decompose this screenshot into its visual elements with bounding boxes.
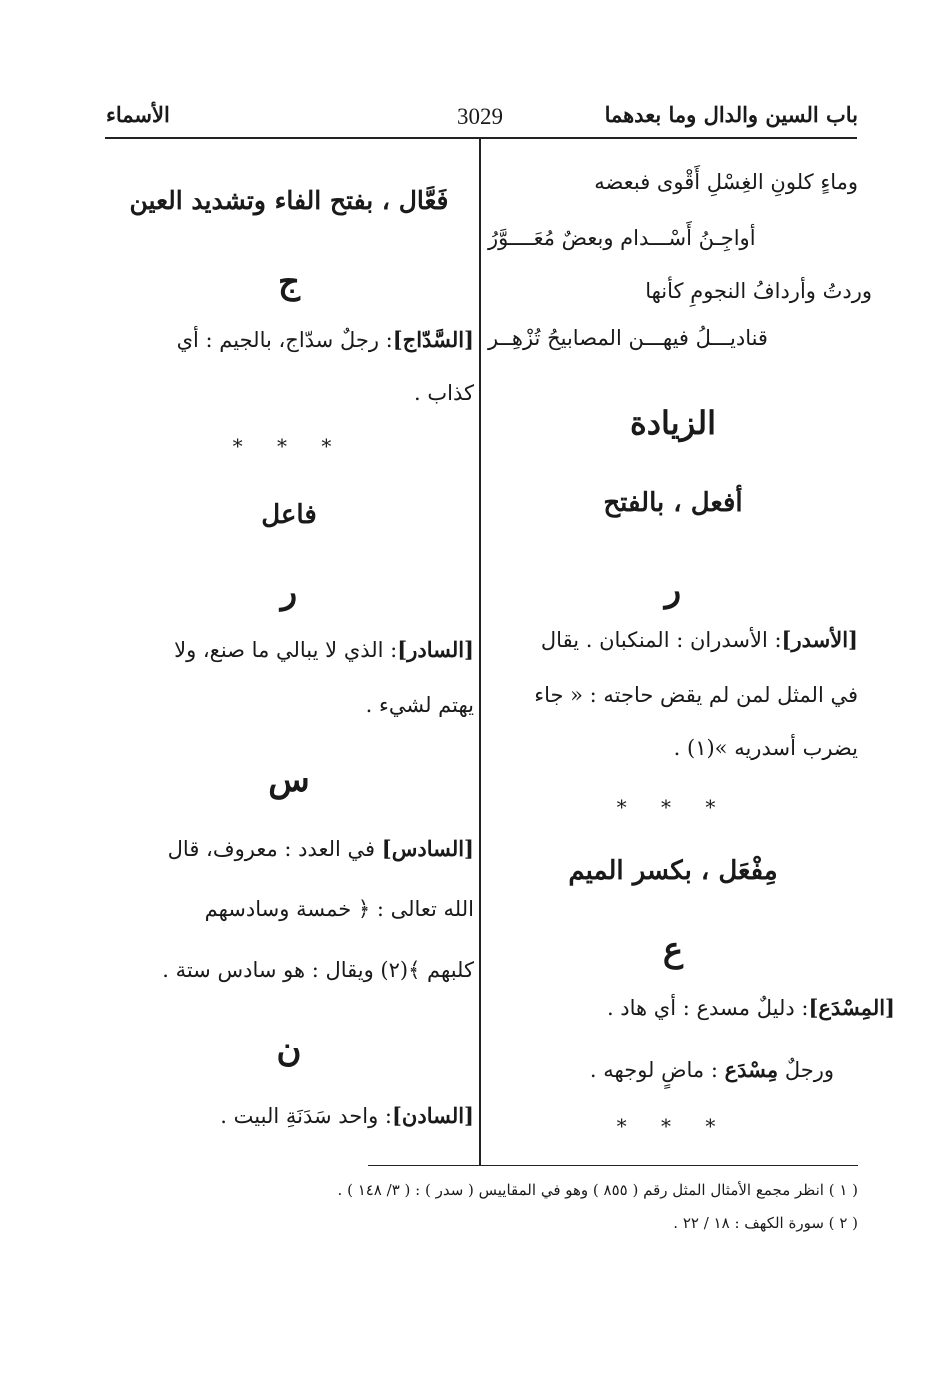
pattern-heading: فاعل [261,500,317,530]
entry-line [104,327,474,353]
pattern-heading: أفعل ، بالفتح [603,488,743,518]
header-rule [105,137,857,139]
letter-heading: ر [280,572,298,612]
pattern-heading: فَعَّال ، بفتح الفاء وتشديد العين [129,186,449,215]
entry-text: : رجلٌ سدّاج، بالجيم : أي [176,328,393,352]
section-title: الزيادة [630,404,716,442]
footnote-2: ( ٢ ) سورة الكهف : ١٨ / ٢٢ . [673,1214,858,1232]
entry-line [104,1103,474,1129]
letter-heading: ج [278,262,300,302]
entry-term: [السَّدّاج] [392,327,474,352]
entry-text: : ماضٍ لوجهه . [589,1058,718,1082]
section-separator: * * * [616,795,730,819]
entry-line [104,637,474,663]
letter-heading: ع [662,930,684,970]
pattern-heading: مِفْعَل ، بكسر الميم [568,856,778,886]
entry-text: في العدد : معروف، قال [167,837,382,861]
poem-line-2: أواجِـنُ أَسْـــدام وبعضٌ مُعَــــوَّرُ [488,226,756,250]
page-number: 3029 [457,104,503,129]
poem-line-1: وماءٍ كلونِ الغِسْلِ أَقْوى فبعضه [594,170,858,194]
letter-heading: ن [276,1030,302,1070]
entry-term: [السادن] [391,1103,474,1128]
entry-line: في المثل لمن لم يقض حاجته : « جاء [534,683,858,707]
entry-text: ورجلٌ [784,1058,834,1082]
entry-line [464,1057,834,1083]
section-separator: * * * [616,1114,730,1138]
running-head-right: باب السين والدال وما بعدهما [604,102,858,127]
entry-line: يهتم لشيء . [365,693,474,717]
entry-term: [الأسدر] [781,627,858,652]
entry-text: : الأسدران : المنكبان . يقال [540,628,782,652]
entry-line: كلبهم ﴾(٢) ويقال : هو سادس ستة . [162,958,474,982]
entry-line: يضرب أسدريه »(١) . [673,736,858,760]
letter-heading: س [268,760,310,800]
entry-term: [المِسْدَع] [808,995,895,1020]
entry-term: [السادر] [397,637,474,662]
poem-line-3: وردتُ وأردافُ النجومِ كأنها [645,279,872,303]
entry-line: الله تعالى : ﴿ خمسة وسادسهم [204,897,474,921]
entry-line [525,995,895,1021]
footnote-1: ( ١ ) انظر مجمع الأمثال المثل رقم ( ٨٥٥ ) وهو في المقاييس ( سدر ) : ( ٣/ ١٤٨ ) . [337,1181,858,1199]
entry-line [104,836,474,862]
footnote-rule [368,1165,858,1166]
entry-text: : دليلٌ مسدع : أي هاد . [606,996,809,1020]
entry-term: مِسْدَع [724,1057,779,1082]
running-head-left: الأسماء [106,102,170,127]
section-separator: * * * [232,434,346,458]
entry-line [488,627,858,653]
entry-text: : الذي لا يبالي ما صنع، ولا [174,638,398,662]
entry-line: كذاب . [414,381,474,405]
entry-term: [السادس] [381,836,474,861]
letter-heading: ر [664,570,682,610]
column-divider [479,139,481,1166]
poem-line-4: قناديـــلُ فيهـــن المصابيحُ تُزْهِــر [488,326,768,350]
entry-text: : واحد سَدَنَةِ البيت . [220,1104,392,1128]
